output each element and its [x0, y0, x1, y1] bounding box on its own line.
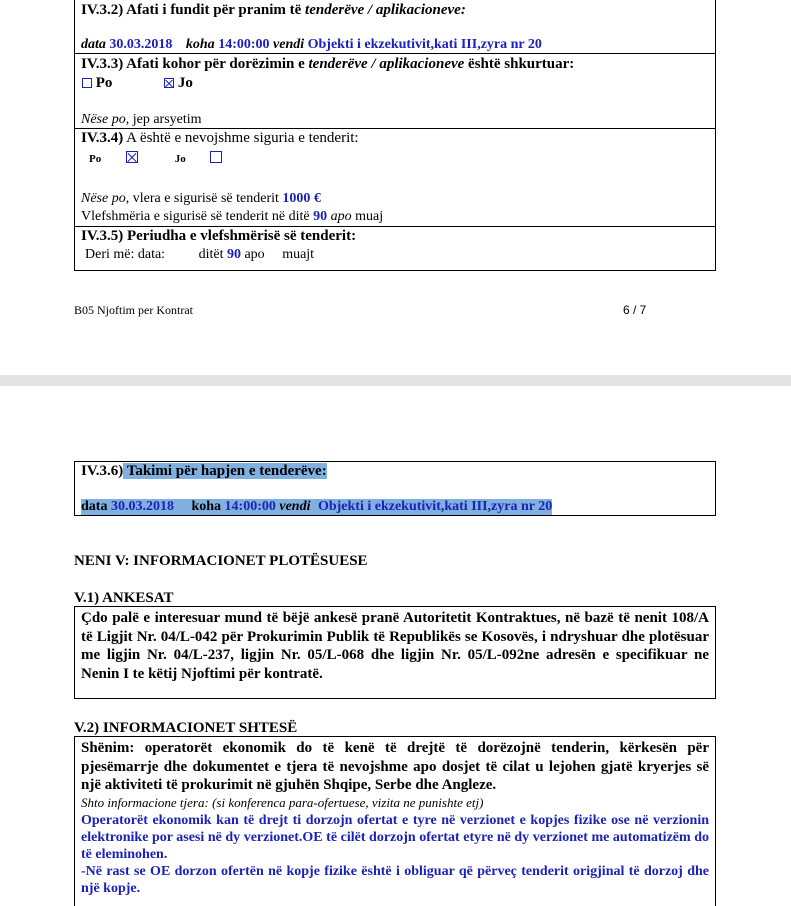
muaj-label: muaj [351, 209, 384, 224]
deadline-date: 30.03.2018 [109, 37, 173, 52]
heading-text: Afati i fundit për pranim të [123, 2, 306, 18]
section-iv-3-3-heading [81, 56, 574, 73]
deri-label: Deri më: data: [85, 247, 166, 262]
koha-label: koha [191, 499, 222, 514]
heading-text: Afati kohor për dorëzimin e [123, 56, 309, 72]
opening-line-selected[interactable] [81, 499, 552, 515]
language-note: Shënim: operatorët ekonomik do të kenë të drejtë të dorëzojnë tenderin, kërkesën për pjesëmarrje dhe dokumentet e tjera të nevojshme apo dosjet të cilat u lejohen gjatë kryerjes së një aktiviteti të prokurimit në gjuhën Shqipe, Serbe dhe Angleze. [81, 740, 709, 793]
heading-text: A është e nevojshme siguria e tenderit: [123, 130, 359, 146]
security-value-label: , vlera e sigurisë së tenderit [125, 191, 283, 206]
section-number: IV.3.6) [81, 463, 124, 479]
vendi-label: vendi [273, 37, 305, 52]
section-number: IV.3.3) [81, 56, 124, 72]
heading-text-selected[interactable]: Takimi për hapjen e tenderëve: [123, 463, 327, 479]
data-label: data [81, 499, 108, 514]
validity-days: 90 [313, 209, 328, 224]
section-iv-3-2-heading [81, 2, 466, 19]
vendi-label: vendi [279, 499, 311, 514]
security-value-line [81, 191, 321, 207]
nese-po-label: Nëse po [81, 112, 126, 127]
section-iv-3-5-heading: IV.3.5) Periudha e vlefshmërisë së tenderit: [81, 228, 357, 244]
page-number: 6 / 7 [623, 303, 647, 317]
section-number: IV.3.4) [81, 130, 124, 146]
document-page-6 [0, 0, 791, 375]
heading-emphasis: tenderëve / aplikacioneve: [305, 2, 466, 18]
additional-info-label: Shto informacione tjera: (si konferenca para-ofertuese, vizita ne punishte etj) [81, 795, 484, 810]
section-v-1-box [74, 606, 716, 699]
section-v-2-title: V.2) INFORMACIONET SHTESË [74, 720, 298, 736]
section-iv-3-3-box [74, 53, 716, 129]
validity-days: 90 [226, 247, 241, 262]
deadline-place: Objekti i ekzekutivit,kati III,zyra nr 20 [307, 37, 542, 52]
section-v-1-title: V.1) ANKESAT [74, 590, 174, 606]
reason-text: , jep arsyetim [125, 112, 202, 127]
data-label: data [81, 37, 106, 52]
opening-date: 30.03.2018 [110, 499, 174, 514]
jo-label: Jo [177, 75, 193, 91]
opening-time: 14:00:00 [224, 499, 276, 514]
section-iv-3-6-box [74, 461, 716, 516]
opening-place: Objekti i ekzekutivit,kati III,zyra nr 20 [317, 499, 553, 514]
nese-po-label: Nëse po [81, 191, 126, 206]
additional-info-copy: -Në rast se OE dorzon ofertën në kopje fizike është i obliguar që përveç tenderit origjinal të dorzoj dhe një kopje. [81, 864, 709, 896]
article-title: NENI V: INFORMACIONET PLOTËSUESE [74, 553, 368, 569]
validity-period-line [85, 247, 314, 263]
jo-label: Jo [174, 153, 186, 165]
heading-text-end: është shkurtuar: [464, 56, 575, 72]
page-separator [0, 375, 791, 386]
apo-label: apo [327, 209, 352, 224]
validity-label: Vlefshmëria e sigurisë së tenderit në ditë [81, 209, 314, 224]
additional-info-versions: Operatorët ekonomik kan të drejt ti dorzojn ofertat e tyre në verzionet e kopjes fizike ose në verzionin elektronike por asesi në dy verzionet.OE të cilët dorzojn ofertat etyre në dy verzionet me automatizëm do të eleminohen. [81, 813, 709, 862]
section-iv-3-2-box [74, 0, 716, 54]
security-amount: 1000 € [282, 191, 321, 206]
security-options [89, 151, 222, 167]
po-label: Po [89, 153, 102, 165]
muajt-label: muajt [282, 247, 315, 262]
shortened-options [82, 75, 193, 92]
checkbox-po-checked[interactable] [126, 151, 138, 163]
deadline-time: 14:00:00 [218, 37, 270, 52]
koha-label: koha [185, 37, 215, 52]
section-iv-3-4-heading [81, 130, 359, 147]
checkbox-po-unchecked[interactable] [82, 78, 92, 88]
section-iv-3-5-box [74, 226, 716, 271]
section-v-2-box [74, 736, 716, 906]
ditet-label: ditët [198, 247, 224, 262]
section-iv-3-6-heading [81, 463, 327, 480]
po-label: Po [95, 75, 113, 91]
reason-line [81, 112, 202, 128]
security-validity-line [81, 209, 383, 225]
footer-text: B05 Njoftim per Kontrat [74, 303, 193, 317]
document-page-7 [0, 386, 791, 901]
checkbox-jo-checked[interactable] [164, 78, 174, 88]
apo-label: apo [244, 247, 265, 262]
heading-emphasis: tenderëve / aplikacioneve [308, 56, 465, 72]
section-number: IV.3.2) [81, 2, 124, 18]
deadline-line [81, 37, 542, 53]
section-iv-3-4-box [74, 128, 716, 227]
checkbox-jo-unchecked[interactable] [210, 151, 222, 163]
complaints-text: Çdo palë e interesuar mund të bëjë ankesë pranë Autoritetit Kontraktues, në bazë të nenit 108/A të Ligjit Nr. 04/L-042 për Prokurimin Publik të Republikës se Kosovës, i ndryshuar dhe plotësuar me ligjin Nr. 04/L-237, ligjin Nr. 05/L-068 dhe ligjin Nr. 05/L-092ne adresën e specifikuar ne Nenin I te këtij Njoftimi për kontratë. [81, 610, 709, 682]
